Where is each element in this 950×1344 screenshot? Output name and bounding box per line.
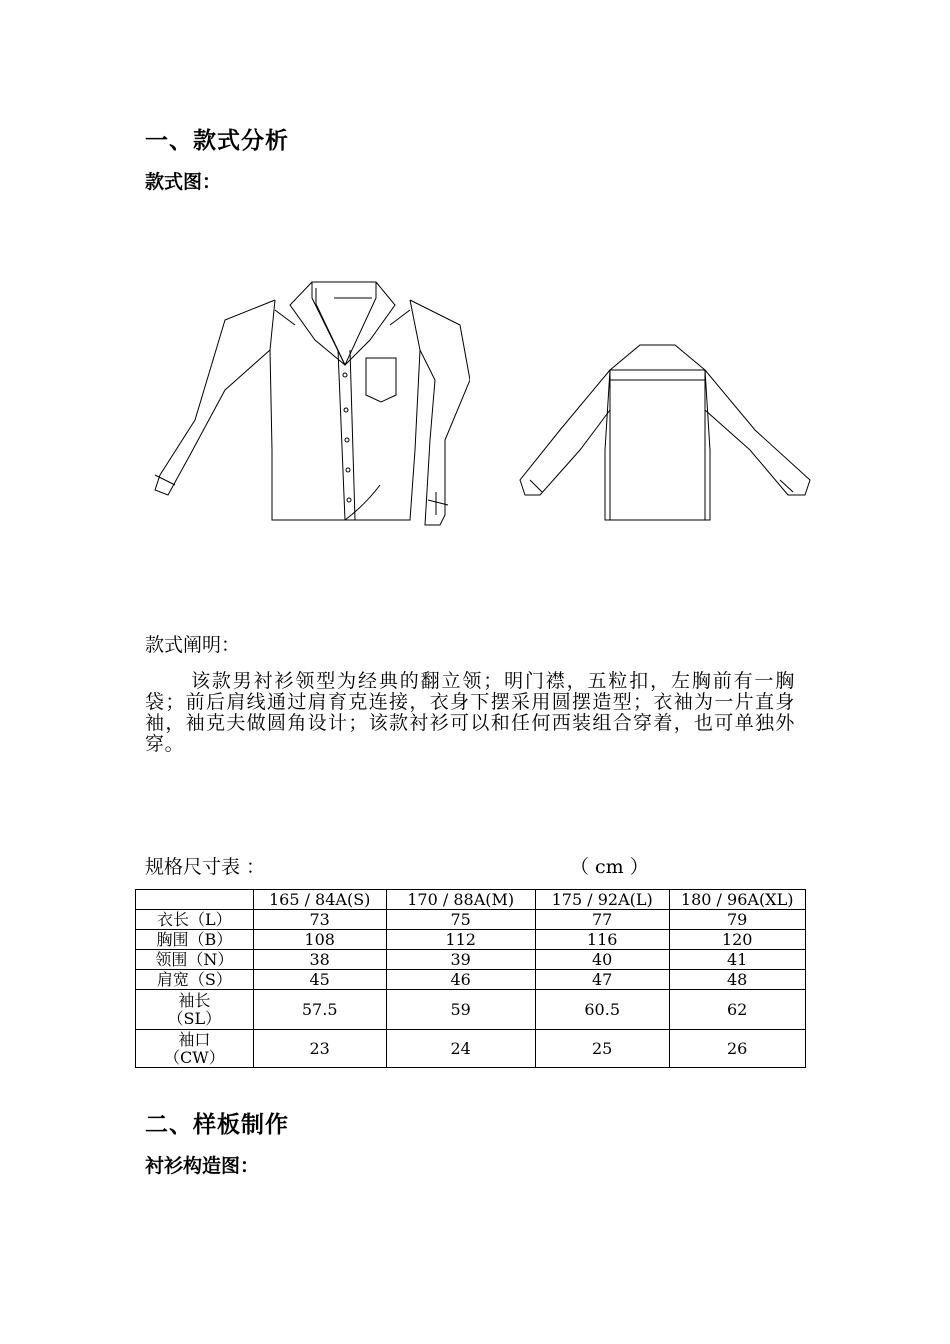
table-row bbox=[136, 950, 806, 970]
row-label: 袖长（SL） bbox=[136, 990, 254, 1030]
description-paragraph: 该款男衬衫领型为经典的翻立领；明门襟，五粒扣，左胸前有一胸袋；前后肩线通过肩育克连接，衣身下摆采用圆摆造型；衣袖为一片直身袖，袖克夫做圆角设计；该款衬衫可以和任何西装组合穿着，也可单独外穿。 bbox=[145, 670, 795, 755]
style-figure-label: 款式图： bbox=[145, 171, 222, 193]
table-cell: 26 bbox=[669, 1030, 805, 1068]
section-1-title: 一、款式分析 bbox=[145, 128, 289, 154]
table-cell: 25 bbox=[535, 1030, 669, 1068]
section-2-title: 二、样板制作 bbox=[145, 1112, 289, 1138]
table-cell: 57.5 bbox=[253, 990, 386, 1030]
table-cell: 77 bbox=[535, 910, 669, 930]
table-cell: 62 bbox=[669, 990, 805, 1030]
table-cell: 75 bbox=[386, 910, 535, 930]
shirt-front-sketch bbox=[140, 270, 470, 540]
table-header-cell: 165 / 84A(S) bbox=[253, 890, 386, 910]
row-label: 衣长（L） bbox=[136, 910, 254, 930]
table-cell: 24 bbox=[386, 1030, 535, 1068]
table-cell: 46 bbox=[386, 970, 535, 990]
table-row bbox=[136, 1030, 806, 1068]
table-row bbox=[136, 990, 806, 1030]
description-heading: 款式阐明： bbox=[145, 634, 241, 656]
table-header-cell: 170 / 88A(M) bbox=[386, 890, 535, 910]
table-cell: 40 bbox=[535, 950, 669, 970]
construction-label: 衬衫构造图： bbox=[145, 1155, 260, 1177]
row-label: 领围（N） bbox=[136, 950, 254, 970]
table-cell: 47 bbox=[535, 970, 669, 990]
shirt-back-sketch bbox=[510, 270, 825, 530]
table-cell: 116 bbox=[535, 930, 669, 950]
table-header-row bbox=[136, 890, 806, 910]
table-cell: 23 bbox=[253, 1030, 386, 1068]
table-header-cell bbox=[136, 890, 254, 910]
size-table bbox=[135, 889, 806, 1068]
table-header-cell: 180 / 96A(XL) bbox=[669, 890, 805, 910]
table-header-cell: 175 / 92A(L) bbox=[535, 890, 669, 910]
table-row bbox=[136, 910, 806, 930]
table-cell: 39 bbox=[386, 950, 535, 970]
table-cell: 41 bbox=[669, 950, 805, 970]
table-cell: 108 bbox=[253, 930, 386, 950]
table-cell: 59 bbox=[386, 990, 535, 1030]
size-table-unit: （ cm ） bbox=[570, 856, 649, 878]
table-cell: 45 bbox=[253, 970, 386, 990]
table-cell: 60.5 bbox=[535, 990, 669, 1030]
table-row bbox=[136, 930, 806, 950]
size-table-title: 规格尺寸表 ： bbox=[145, 856, 266, 878]
table-cell: 120 bbox=[669, 930, 805, 950]
table-row bbox=[136, 970, 806, 990]
row-label: 胸围（B） bbox=[136, 930, 254, 950]
table-cell: 112 bbox=[386, 930, 535, 950]
table-cell: 79 bbox=[669, 910, 805, 930]
row-label: 袖口（CW） bbox=[136, 1030, 254, 1068]
table-cell: 73 bbox=[253, 910, 386, 930]
row-label: 肩宽（S） bbox=[136, 970, 254, 990]
table-cell: 38 bbox=[253, 950, 386, 970]
table-cell: 48 bbox=[669, 970, 805, 990]
